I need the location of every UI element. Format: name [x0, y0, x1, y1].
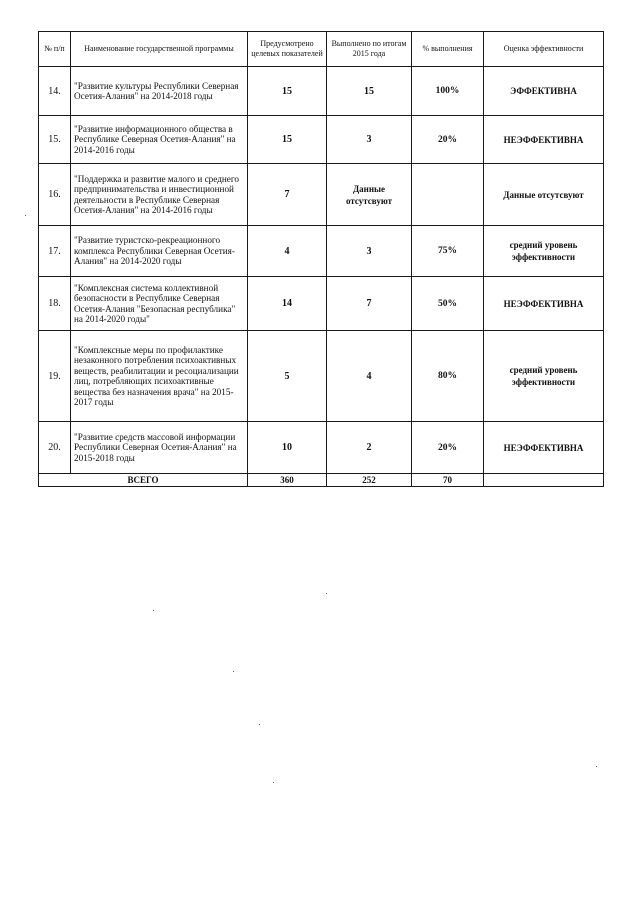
program-name: "Развитие информационного общества в Республике Северная Осетия-Алания" на 2014-2016 годы [71, 116, 248, 164]
done-value: 7 [327, 277, 412, 331]
header-no: № п/п [39, 32, 71, 67]
percent-value: 75% [412, 226, 484, 277]
table-row [39, 331, 604, 422]
done-value: 3 [327, 226, 412, 277]
header-done: Выполнено по итогам 2015 года [327, 32, 412, 67]
planned-value: 15 [248, 116, 327, 164]
planned-value: 14 [248, 277, 327, 331]
done-value: 2 [327, 422, 412, 474]
header-evaluation: Оценка эффективности [484, 32, 604, 67]
evaluation-value: средний уровень эффективности [484, 331, 604, 422]
planned-value: 5 [248, 331, 327, 422]
evaluation-value: НЕЭФФЕКТИВНА [484, 422, 604, 474]
program-name: "Развитие культуры Республики Северная Осетия-Алания" на 2014-2018 годы [71, 67, 248, 116]
row-number: 17. [39, 226, 71, 277]
planned-value: 15 [248, 67, 327, 116]
done-value: Данные отсутсвуют [327, 164, 412, 226]
table-row [39, 116, 604, 164]
table-row [39, 164, 604, 226]
row-number: 14. [39, 67, 71, 116]
table-row [39, 277, 604, 331]
table-row [39, 67, 604, 116]
header-percent: % выполнения [412, 32, 484, 67]
total-evaluation [484, 474, 604, 487]
percent-value: 20% [412, 422, 484, 474]
total-percent: 70 [412, 474, 484, 487]
percent-value: 50% [412, 277, 484, 331]
percent-value [412, 164, 484, 226]
program-name: "Поддержка и развитие малого и среднего предпринимательства и инвестиционной деятельности в Республике Северная Осетия-Алания" на 2014-2016 годы [71, 164, 248, 226]
evaluation-value: средний уровень эффективности [484, 226, 604, 277]
header-planned: Предусмотрено целевых показателей [248, 32, 327, 67]
row-number: 19. [39, 331, 71, 422]
program-name: "Развитие средств массовой информации Республики Северная Осетия-Алания" на 2015-2018 годы [71, 422, 248, 474]
total-row [39, 474, 604, 487]
percent-value: 20% [412, 116, 484, 164]
percent-value: 80% [412, 331, 484, 422]
scan-speck [259, 724, 260, 725]
scan-speck [273, 782, 274, 783]
total-label: ВСЕГО [39, 474, 248, 487]
programs-efficiency-table [38, 31, 604, 487]
done-value: 15 [327, 67, 412, 116]
done-value: 4 [327, 331, 412, 422]
table-row [39, 226, 604, 277]
scan-speck [326, 593, 327, 594]
header-program-name: Наименование государственной программы [71, 32, 248, 67]
row-number: 15. [39, 116, 71, 164]
row-number: 16. [39, 164, 71, 226]
evaluation-value: НЕЭФФЕКТИВНА [484, 116, 604, 164]
evaluation-value: Данные отсутсвуют [484, 164, 604, 226]
scan-speck [25, 215, 26, 216]
total-planned: 360 [248, 474, 327, 487]
percent-value: 100% [412, 67, 484, 116]
row-number: 20. [39, 422, 71, 474]
program-name: "Комплексная система коллективной безопасности в Республике Северная Осетия-Алания "Безопасная республика" на 2014-2020 годы" [71, 277, 248, 331]
total-done: 252 [327, 474, 412, 487]
scan-speck [153, 610, 154, 611]
scan-speck [596, 766, 597, 767]
done-value: 3 [327, 116, 412, 164]
program-name: "Комплексные меры по профилактике незаконного потребления психоактивных веществ, реабилитации и ресоциализации лиц, потребляющих психоактивные вещества без назначения врача" на 2015-2017 годы [71, 331, 248, 422]
row-number: 18. [39, 277, 71, 331]
table-row [39, 422, 604, 474]
scan-speck [233, 671, 234, 672]
planned-value: 4 [248, 226, 327, 277]
evaluation-value: НЕЭФФЕКТИВНА [484, 277, 604, 331]
document-page [38, 31, 603, 487]
planned-value: 10 [248, 422, 327, 474]
evaluation-value: ЭФФЕКТИВНА [484, 67, 604, 116]
table-header-row [39, 32, 604, 67]
planned-value: 7 [248, 164, 327, 226]
program-name: "Развитие туристско-рекреационного комплекса Республики Северная Осетия-Алания" на 2014-2020 годы [71, 226, 248, 277]
